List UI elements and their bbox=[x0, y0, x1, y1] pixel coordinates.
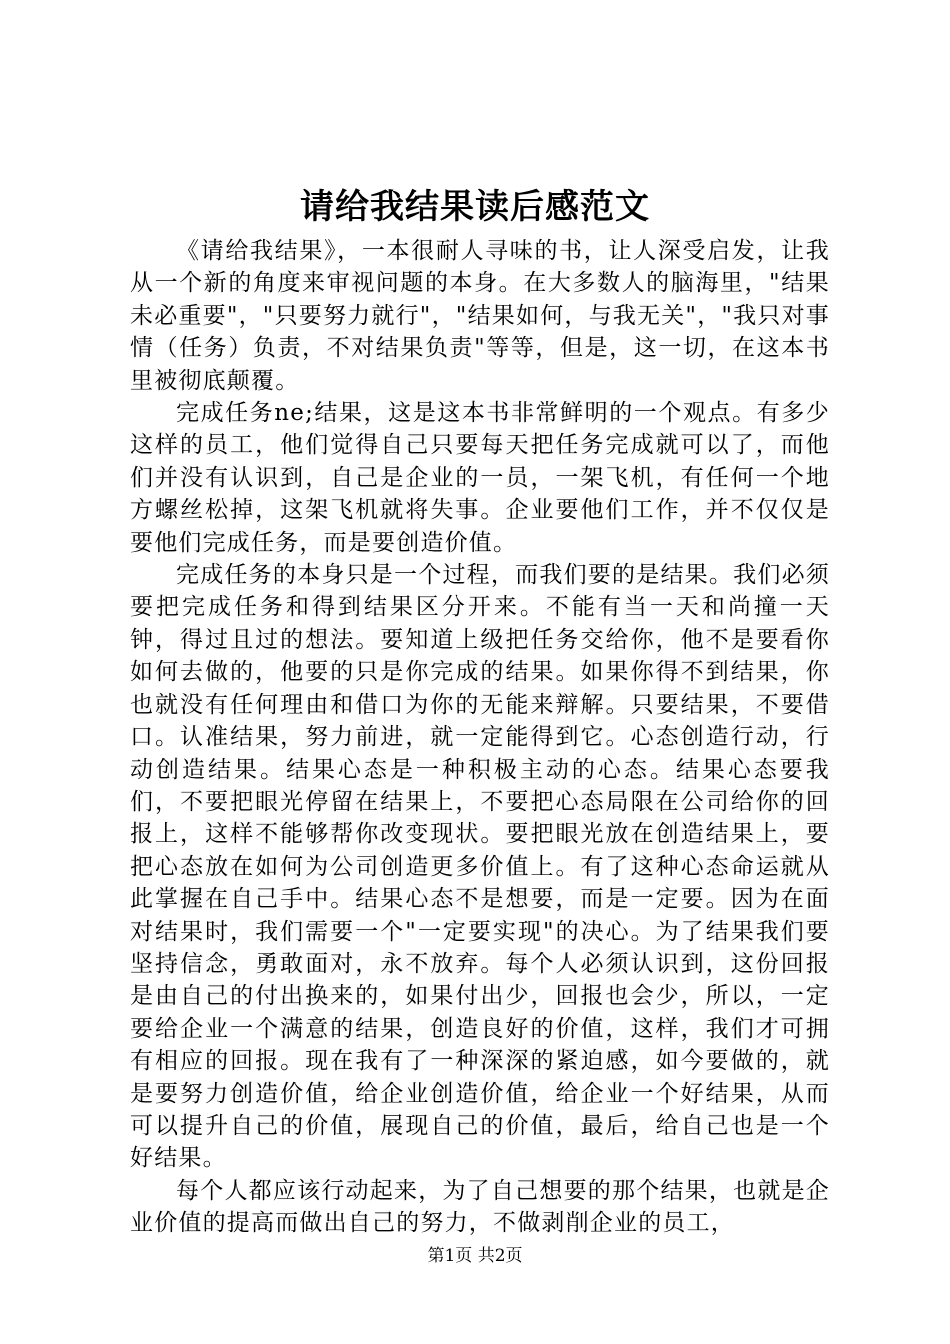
paragraph: 《请给我结果》，一本很耐人寻味的书，让人深受启发，让我从一个新的角度来审视问题的本身。在大多数人的脑海里，"结果未必重要"，"只要努力就行"，"结果如何，与我无关"，"我只对事情（任务）负责，不对结果负责"等等，但是，这一切，在这本书里被彻底颠覆。 bbox=[130, 238, 830, 394]
page-number-footer: 第1页 共2页 bbox=[427, 1246, 523, 1266]
document-body bbox=[130, 235, 830, 1240]
paragraph: 完成任务ne;结果，这是这本书非常鲜明的一个观点。有多少这样的员工，他们觉得自己只要每天把任务完成就可以了，而他们并没有认识到，自己是企业的一员，一架飞机，有任何一个地方螺丝松掉，这架飞机就将失事。企业要他们工作，并不仅仅是要他们完成任务，而是要创造价值。 bbox=[130, 400, 830, 556]
paragraph: 每个人都应该行动起来，为了自己想要的那个结果，也就是企业价值的提高而做出自己的努力，不做剥削企业的员工， bbox=[130, 1177, 830, 1237]
document-title: 请给我结果读后感范文 bbox=[300, 187, 650, 227]
paragraph: 完成任务的本身只是一个过程，而我们要的是结果。我们必须要把完成任务和得到结果区分开来。不能有当一天和尚撞一天钟，得过且过的想法。要知道上级把任务交给你，他不是要看你如何去做的，他要的只是你完成的结果。如果你得不到结果，你也就没有任何理由和借口为你的无能来辩解。只要结果，不要借口。认准结果，努力前进，就一定能得到它。心态创造行动，行动创造结果。结果心态是一种积极主动的心态。结果心态要我们，不要把眼光停留在结果上，不要把心态局限在公司给你的回报上，这样不能够帮你改变现状。要把眼光放在创造结果上，要把心态放在如何为公司创造更多价值上。有了这种心态命运就从此掌握在自己手中。结果心态不是想要，而是一定要。因为在面对结果时，我们需要一个"一定要实现"的决心。为了结果我们要坚持信念，勇敢面对，永不放弃。每个人必须认识到，这份回报是由自己的付出换来的，如果付出少，回报也会少，所以，一定要给企业一个满意的结果，创造良好的价值，这样，我们才可拥有相应的回报。现在我有了一种深深的紧迫感，如今要做的，就是要努力创造价值，给企业创造价值，给企业一个好结果，从而可以提升自己的价值，展现自己的价值，最后，给自己也是一个好结果。 bbox=[130, 562, 830, 1172]
